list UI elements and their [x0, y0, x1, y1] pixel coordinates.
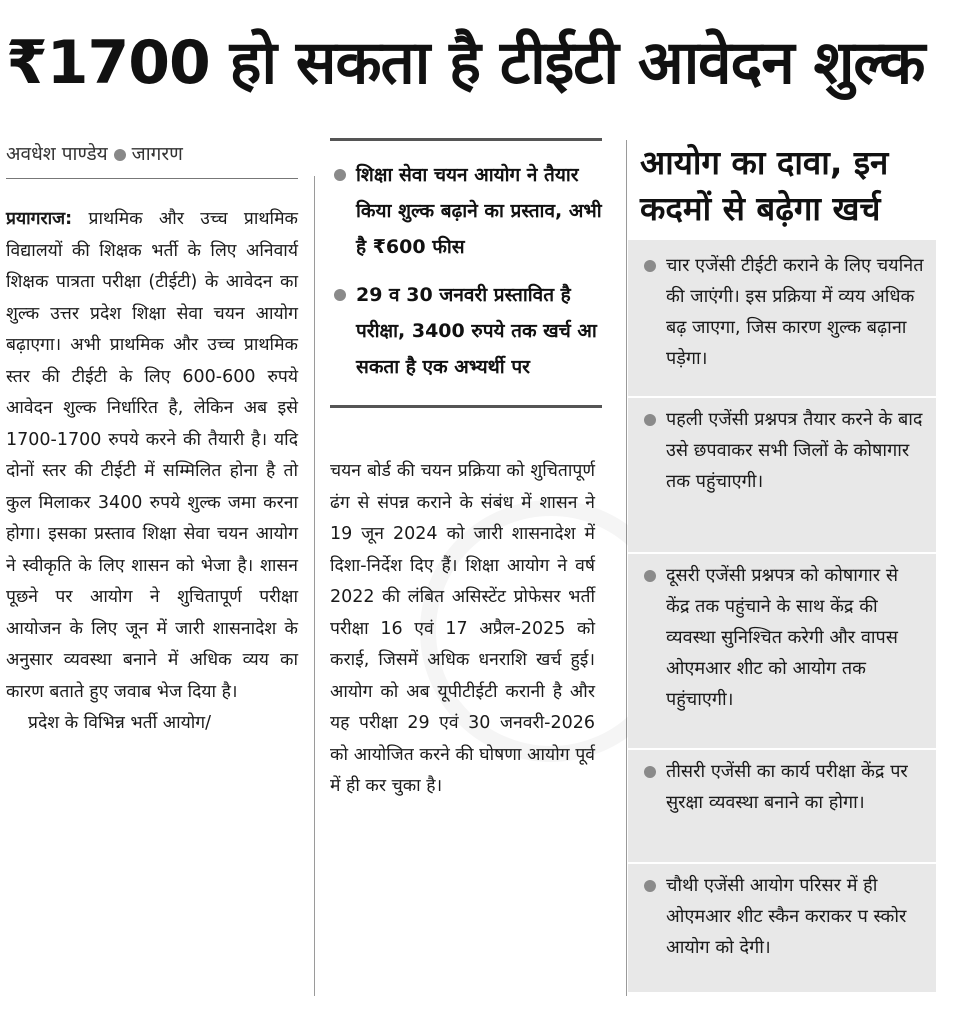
sidebar-item — [640, 870, 924, 963]
bullet-icon — [334, 169, 346, 181]
article-paragraph: चयन बोर्ड की चयन प्रक्रिया को शुचितापूर्ण ढंग से संपन्न कराने के संबंध में शासन ने 19 जून 2024 को जारी शासनादेश में दिशा-निर्देश दिए हैं। शिक्षा आयोग ने वर्ष 2022 की लंबित असिस्टेंट प्रोफेसर भर्ती परीक्षा 16 एवं 17 अप्रैल-2025 को कराई, जिसमें अधिक धनराशि खर्च हुई। आयोग को अब यूपीटीईटी करानी है और यह परीक्षा 29 एवं 30 जनवरी-2026 को आयोजित करने की घोषणा आयोग पूर्व में ही कर चुका है। — [330, 461, 595, 796]
sidebar-divider — [628, 552, 936, 554]
sidebar-title: आयोग का दावा, इन कदमों से बढ़ेगा खर्च — [640, 143, 889, 228]
byline-author: अवधेश पाण्डेय — [6, 143, 108, 165]
highlight-item — [330, 157, 602, 265]
article-column-2 — [330, 456, 595, 803]
byline — [6, 140, 298, 179]
column-divider — [314, 176, 315, 996]
dateline: प्रयागराज: — [6, 209, 73, 229]
headline: ₹1700 हो सकता है टीईटी आवेदन शुल्क — [6, 28, 925, 98]
bullet-icon — [644, 766, 656, 778]
sidebar-item — [640, 560, 924, 715]
article-column-1 — [6, 204, 298, 740]
sidebar-item-text: पहली एजेंसी प्रश्नपत्र तैयार करने के बाद उसे छपवाकर सभी जिलों के कोषागार तक पहुंचाएगी। — [666, 409, 923, 492]
sidebar-item-text: चार एजेंसी टीईटी कराने के लिए चयनित की जाएंगी। इस प्रक्रिया में व्यय अधिक बढ़ जाएगा, जिस कारण शुल्क बढ़ाना पड़ेगा। — [666, 255, 924, 369]
highlight-item — [330, 277, 602, 385]
highlight-text: शिक्षा सेवा चयन आयोग ने तैयार किया शुल्क बढ़ाने का प्रस्ताव, अभी है ₹600 फीस — [356, 164, 602, 258]
bullet-icon — [644, 260, 656, 272]
sidebar-divider — [628, 862, 936, 864]
article-text: प्राथमिक और उच्च प्राथमिक विद्यालयों की शिक्षक भर्ती के लिए अनिवार्य शिक्षक पात्रता परीक्षा (टीईटी) के आवेदन का शुल्क उत्तर प्रदेश शिक्षा सेवा चयन आयोग बढ़ाएगा। अभी प्राथमिक और उच्च प्राथमिक स्तर की टीईटी के लिए 600-600 रुपये आवेदन शुल्क निर्धारित है, लेकिन अब इसे 1700-1700 रुपये करने की तैयारी है। यदि दोनों स्तर की टीईटी में सम्मिलित होना है तो कुल मिलाकर 3400 रुपये शुल्क जमा करना होगा। इसका प्रस्ताव शिक्षा सेवा चयन आयोग ने स्वीकृति के लिए शासन को भेजा है। शासन पूछने पर आयोग ने शुचितापूर्ण परीक्षा आयोजन के लिए जून में जारी शासनादेश के अनुसार व्यवस्था बनाने में अधिक व्यय का कारण बताते हुए जवाब भेज दिया है। — [6, 209, 298, 702]
sidebar-divider — [628, 748, 936, 750]
sidebar-item — [640, 250, 924, 374]
highlights-box — [330, 138, 602, 408]
highlight-text: 29 व 30 जनवरी प्रस्तावित है परीक्षा, 3400 रुपये तक खर्च आ सकता है एक अभ्यर्थी पर — [356, 284, 597, 378]
sidebar-item-text: चौथी एजेंसी आयोग परिसर में ही ओएमआर शीट स्कैन कराकर प स्कोर आयोग को देगी। — [666, 875, 907, 958]
bullet-icon — [644, 880, 656, 892]
bullet-icon — [644, 570, 656, 582]
sidebar-item-text: दूसरी एजेंसी प्रश्नपत्र को कोषागार से केंद्र तक पहुंचाने के साथ केंद्र की व्यवस्था सुनिश्चित करेगी और वापस ओएमआर शीट को आयोग तक पहुंचाएगी। — [666, 565, 898, 710]
sidebar-item-text: तीसरी एजेंसी का कार्य परीक्षा केंद्र पर सुरक्षा व्यवस्था बनाने का होगा। — [666, 761, 908, 813]
byline-source: जागरण — [131, 143, 183, 165]
sidebar-item — [640, 756, 924, 818]
article-paragraph — [6, 204, 298, 708]
article-paragraph: प्रदेश के विभिन्न भर्ती आयोग/ — [28, 713, 212, 733]
bullet-icon — [644, 414, 656, 426]
bullet-icon — [334, 289, 346, 301]
sidebar-divider — [628, 396, 936, 398]
byline-dot-icon — [114, 149, 126, 161]
sidebar-item — [640, 404, 924, 497]
